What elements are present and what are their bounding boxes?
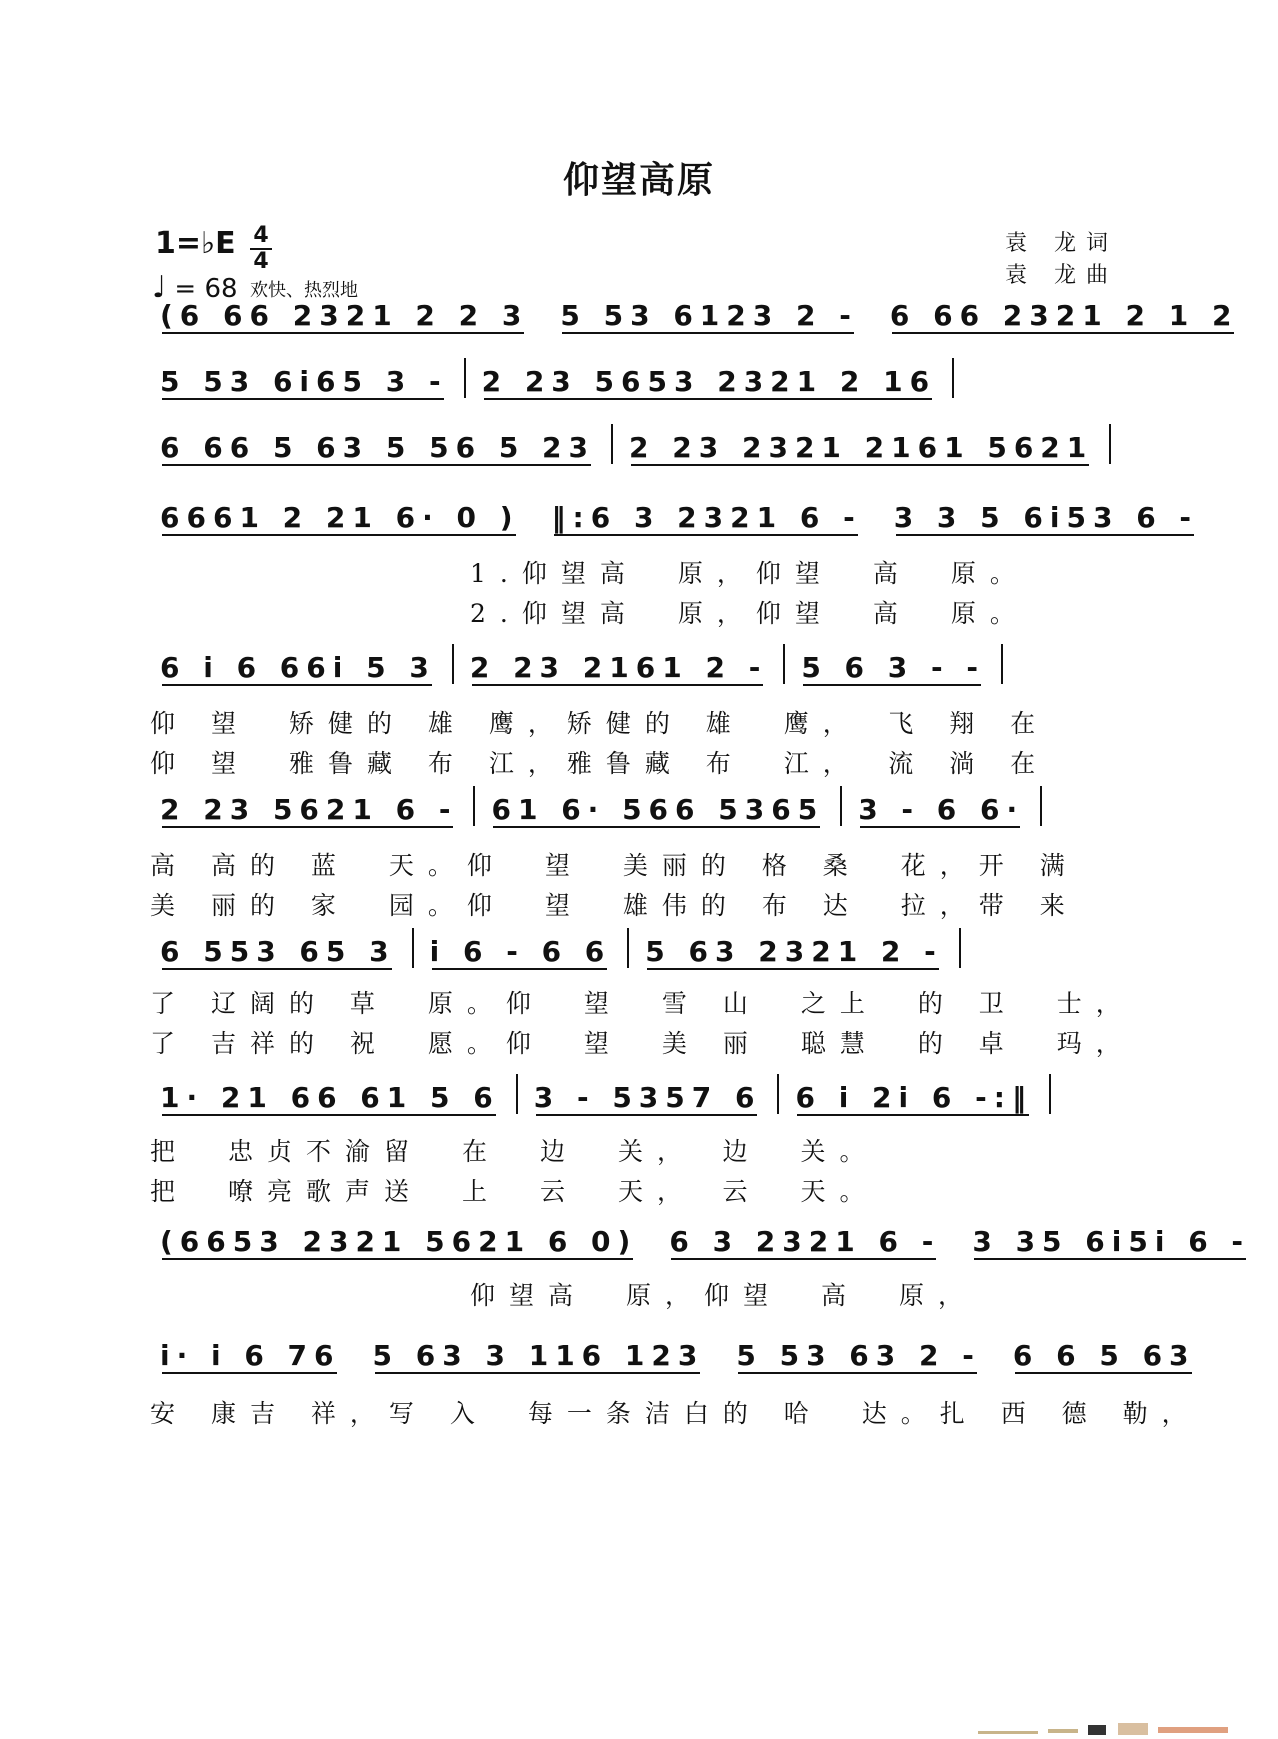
barline	[952, 358, 954, 398]
barline	[959, 928, 961, 968]
lyric-line: 仰 望 矫健的 雄 鹰，矫健的 雄 鹰， 飞 翔 在	[150, 709, 1050, 738]
watermark-logo	[958, 1713, 1278, 1739]
music-system	[150, 1074, 1128, 1208]
measure: 61 6· 566 5365	[491, 793, 825, 826]
beam-underline	[493, 826, 820, 828]
beam-underline	[432, 968, 608, 970]
barline	[464, 358, 466, 398]
measure: 6 66 5 63 5 56 5 23	[160, 431, 596, 464]
lyric-line: 安 康吉 祥，写 入 每一条洁白的 哈 达。扎 西 德 勒，	[150, 1399, 1201, 1428]
notation-line	[150, 644, 1128, 684]
measure: 6 3 2321 6 -	[669, 1225, 941, 1258]
barline	[516, 1074, 518, 1114]
beam-underline	[892, 332, 1235, 334]
measure: 6 553 65 3	[160, 935, 396, 968]
barline	[1109, 424, 1111, 464]
music-system	[150, 1332, 1201, 1430]
music-system	[150, 424, 1128, 464]
music-system	[150, 494, 1199, 630]
measure: ‖:6 3 2321 6 -	[551, 501, 862, 534]
beam-underline	[162, 826, 453, 828]
measure: 5 63 2321 2 -	[645, 935, 943, 968]
lyric-line: 把 忠贞不渝留 在 边 关， 边 关。	[150, 1137, 879, 1166]
measure: 5 6 3 - -	[801, 651, 986, 684]
lyric-line: 美 丽的 家 园。仰 望 雄伟的 布 达 拉，带 来	[150, 891, 1079, 920]
lyric-line: 把 嘹亮歌声送 上 云 天， 云 天。	[150, 1177, 879, 1206]
measure: 6 i 2i 6 -:‖	[795, 1081, 1033, 1114]
time-signature-top: 4	[253, 223, 269, 248]
beam-underline	[162, 1114, 496, 1116]
lyric-line: 仰望高 原，仰望 高 原，	[470, 1281, 978, 1310]
measure: 5 63 3 116 123	[372, 1339, 705, 1372]
notation-line	[150, 358, 1128, 398]
measure: i 6 - 6 6	[429, 935, 612, 968]
music-system	[150, 644, 1128, 780]
measure: i· i 6 76	[160, 1339, 341, 1372]
music-system	[150, 1218, 1251, 1312]
barline	[452, 644, 454, 684]
composer-credit: 袁 龙曲	[1005, 263, 1118, 288]
quarter-note-icon: ♩	[152, 270, 167, 305]
barline	[1049, 1074, 1051, 1114]
beam-underline	[162, 398, 444, 400]
beam-underline	[1015, 1372, 1192, 1374]
beam-underline	[860, 826, 1020, 828]
lyric-line: 了 吉祥的 祝 愿。仰 望 美 丽 聪慧 的 卓 玛，	[150, 1029, 1135, 1058]
beam-underline	[974, 1258, 1246, 1260]
barline	[1040, 786, 1042, 826]
beam-underline	[896, 534, 1194, 536]
barline	[1001, 644, 1003, 684]
notation-line	[150, 424, 1128, 464]
beam-underline	[162, 332, 524, 334]
barline	[611, 424, 613, 464]
beam-underline	[162, 534, 516, 536]
beam-underline	[162, 1372, 337, 1374]
lyric-line: 2.仰望高 原，仰望 高 原。	[470, 599, 1029, 628]
time-signature-bottom: 4	[253, 249, 269, 274]
beam-underline	[484, 398, 933, 400]
measure: 3 3 5 6i53 6 -	[893, 501, 1199, 534]
barline	[783, 644, 785, 684]
barline	[777, 1074, 779, 1114]
beam-underline	[162, 684, 432, 686]
notation-line	[150, 928, 1128, 968]
notation-line	[150, 292, 1239, 332]
barline	[473, 786, 475, 826]
lyric-line: 仰 望 雅鲁藏 布 江，雅鲁藏 布 江， 流 淌 在	[150, 749, 1050, 778]
measure: 3 - 5357 6	[533, 1081, 762, 1114]
beam-underline	[803, 684, 981, 686]
notation-line	[150, 786, 1128, 826]
barline	[840, 786, 842, 826]
song-title: 仰望高原	[562, 159, 715, 201]
measure: (6653 2321 5621 6 0)	[160, 1225, 638, 1258]
beam-underline	[536, 1114, 758, 1116]
barline	[627, 928, 629, 968]
beam-underline	[162, 1258, 633, 1260]
music-system	[150, 928, 1135, 1060]
measure: 1· 21 66 61 5 6	[160, 1081, 500, 1114]
lyric-line: 高 高的 蓝 天。仰 望 美丽的 格 桑 花，开 满	[150, 851, 1079, 880]
barline	[412, 928, 414, 968]
notation-line	[150, 1074, 1128, 1114]
measure: 6 6 5 63	[1012, 1339, 1196, 1372]
measure: 5 53 63 2 -	[736, 1339, 981, 1372]
beam-underline	[162, 464, 591, 466]
beam-underline	[562, 332, 853, 334]
expression-text: 欢快、热烈地	[250, 280, 358, 301]
measure: 6 66 2321 2 1 2	[889, 299, 1239, 332]
measure: 6661 2 21 6· 0 )	[160, 501, 520, 534]
beam-underline	[472, 684, 763, 686]
lyricist-credit: 袁 龙词	[1005, 231, 1118, 256]
measure: (6 66 2321 2 2 3	[160, 299, 529, 332]
beam-underline	[647, 968, 938, 970]
measure: 2 23 5653 2321 2 16	[481, 365, 937, 398]
beam-underline	[631, 464, 1089, 466]
beam-underline	[375, 1372, 701, 1374]
measure: 3 35 6i5i 6 -	[972, 1225, 1251, 1258]
beam-underline	[554, 534, 858, 536]
lyric-line: 了 辽阔的 草 原。仰 望 雪 山 之上 的 卫 士，	[150, 989, 1135, 1018]
music-system	[150, 292, 1239, 332]
measure: 5 53 6123 2 -	[560, 299, 858, 332]
beam-underline	[738, 1372, 977, 1374]
tempo-value: = 68	[174, 274, 238, 304]
measure: 5 53 6i65 3 -	[160, 365, 448, 398]
music-system	[150, 786, 1128, 922]
measure: 2 23 2321 2161 5621	[629, 431, 1094, 464]
time-signature	[248, 224, 274, 274]
lyric-line: 1.仰望高 原，仰望 高 原。	[470, 559, 1029, 588]
beam-underline	[671, 1258, 936, 1260]
measure: 2 23 2161 2 -	[469, 651, 768, 684]
beam-underline	[162, 968, 392, 970]
key-signature: 1=♭E	[155, 226, 236, 261]
music-system	[150, 358, 1128, 398]
notation-line	[150, 1332, 1196, 1372]
beam-underline	[797, 1114, 1028, 1116]
measure: 2 23 5621 6 -	[160, 793, 458, 826]
measure: 3 - 6 6·	[858, 793, 1025, 826]
measure: 6 i 6 66i 5 3	[160, 651, 436, 684]
notation-line	[150, 494, 1199, 534]
notation-line	[150, 1218, 1251, 1258]
